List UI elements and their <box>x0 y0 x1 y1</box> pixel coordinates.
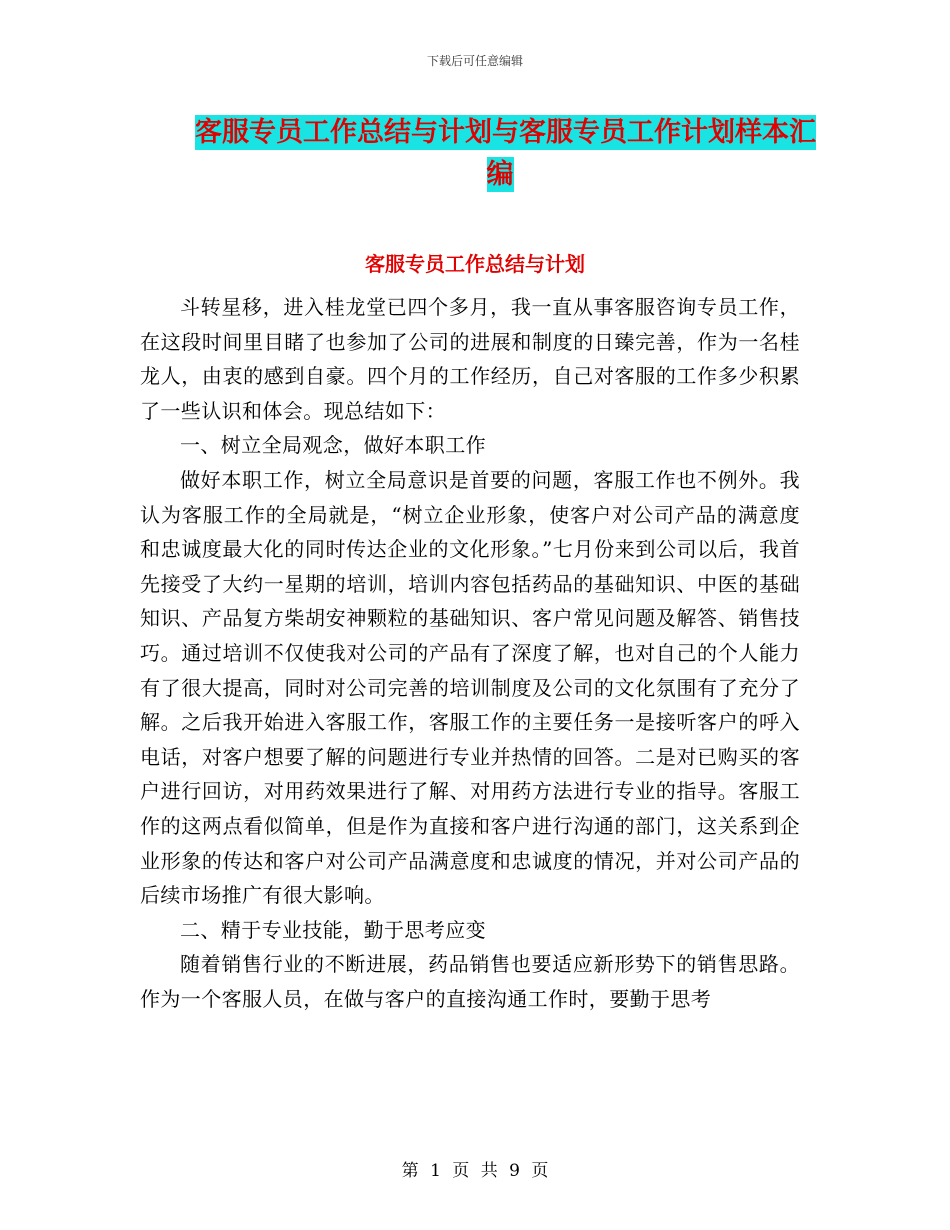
title-line-1 <box>195 112 816 154</box>
section-subtitle: 客服专员工作总结与计划 <box>365 252 585 276</box>
page-header-note: 下载后可任意编辑 <box>426 54 523 68</box>
section-heading-2: 二、精于专业技能，勤于思考应变 <box>180 917 486 942</box>
paragraph-section-1: 做好本职工作，树立全局意识是首要的问题，客服工作也不例外。我认为客服工作的全局就是，“树立企业形象，使客户对公司产品的满意度和忠诚度最大化的同时传达企业的文化形象。”七月份来到公司以后，我首先接受了大约一星期的培训，培训内容包括药品的基础知识、中医的基础知识、产品复方柴胡安神颗粒的基础知识、客户常见问题及解答、销售技巧。通过培训不仅使我对公司的产品有了深度了解，也对自己的个人能力有了很大提高，同时对公司完善的培训制度及公司的文化氛围有了充分了解。之后我开始进入客服工作，客服工作的主要任务一是接听客户的呼入电话，对客户想要了解的问题进行专业并热情的回答。二是对已购买的客户进行回访，对用药效果进行了解、对用药方法进行专业的指导。客服工作的这两点看似简单，但是作为直接和客户进行沟通的部门，这关系到企业形象的传达和客户对公司产品满意度和忠诚度的情况，并对公司产品的后续市场推广有很大影响。 <box>140 467 800 908</box>
paragraph-section-2: 随着销售行业的不断进展，药品销售也要适应新形势下的销售思路。作为一个客服人员，在做与客户的直接沟通工作时，要勤于思考 <box>140 952 800 1011</box>
document-title <box>195 112 816 196</box>
document-body <box>140 290 800 1016</box>
title-line-2-text: 编 <box>486 159 514 190</box>
page-footer: 第 1 页 共 9 页 <box>401 1161 549 1181</box>
section-heading-1: 一、树立全局观念，做好本职工作 <box>180 433 486 458</box>
paragraph-intro: 斗转星移，进入桂龙堂已四个多月，我一直从事客服咨询专员工作，在这段时间里目睹了也参加了公司的进展和制度的日臻完善，作为一名桂龙人，由衷的感到自豪。四个月的工作经历，自己对客服的工作多少积累了一些认识和体会。现总结如下： <box>140 295 800 423</box>
title-line-1-text: 客服专员工作总结与计划与客服专员工作计划样本汇 <box>195 117 816 148</box>
title-line-2 <box>195 154 805 196</box>
